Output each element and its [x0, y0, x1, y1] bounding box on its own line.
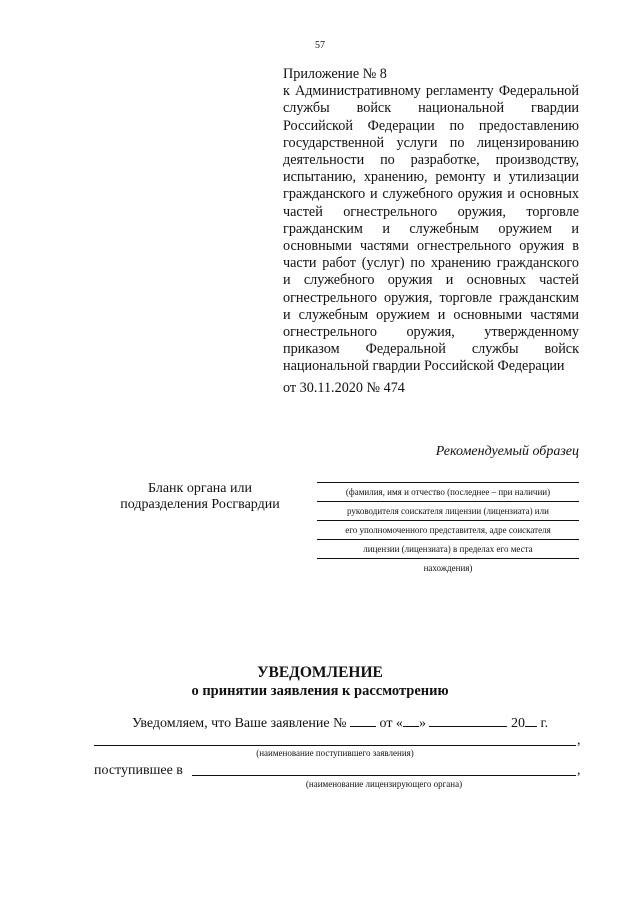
year-suffix: г. — [540, 716, 549, 731]
blank-label: Бланк органа или подразделения Росгвардии — [120, 481, 280, 512]
from-label: от « — [379, 716, 403, 731]
page-number: 57 — [315, 40, 325, 51]
application-line — [132, 714, 548, 732]
notice-title: УВЕДОМЛЕНИЕ — [257, 664, 383, 681]
notice-heading — [0, 664, 640, 700]
sample-label: Рекомендуемый образец — [435, 444, 579, 459]
authority-name-caption: (наименование лицензирующего органа) — [305, 779, 463, 789]
month-field[interactable] — [429, 714, 507, 727]
application-name-caption: (наименование поступившего заявления) — [256, 748, 414, 758]
addressee-caption: руководителя соискателя лицензии (лицензиата) или — [347, 506, 549, 516]
notice-subtitle: о принятии заявления к рассмотрению — [191, 683, 449, 699]
addressee-caption: лицензии (лицензиата) в пределах его места — [363, 544, 533, 554]
application-number-field[interactable] — [350, 714, 376, 727]
year-prefix: 20 — [510, 716, 525, 731]
addressee-caption: нахождения) — [423, 563, 473, 573]
appendix-body: к Административному регламенту Федеральной службы войск национальной гвардии Российской Федерации по предоставлению государственной услуги по лицензированию деятельности по разработке, производству, испытанию, хранению, ремонту и утилизации гражданского и служебного оружия и основных частей огнестрельного оружия, торговле гражданским и служебным оружием и основными частями огнестрельного оружия в части работ (услуг) по хранению гражданского и служебного оружия и основных частей огнестрельного оружия, торговле гражданским и служебным оружием и основными частями огнестрельного оружия, утвержденному приказом Федеральной службы войск национальной гвардии Российской Федерации — [283, 83, 579, 375]
quote-close: » — [418, 716, 426, 731]
comma: , — [577, 763, 581, 778]
addressee-block — [317, 482, 579, 577]
application-name-field[interactable] — [94, 745, 576, 746]
year-field[interactable] — [525, 714, 537, 727]
comma: , — [577, 733, 581, 748]
authority-name-field[interactable] — [192, 775, 576, 776]
appendix-block — [283, 66, 579, 397]
order-reference: от 30.11.2020 № 474 — [283, 379, 405, 396]
notice-intro-text: Уведомляем, что Ваше заявление № — [132, 716, 347, 731]
day-field[interactable] — [403, 714, 419, 727]
addressee-caption: (фамилия, имя и отчество (последнее – при наличии) — [345, 487, 551, 497]
received-label: поступившее в — [94, 763, 183, 778]
appendix-title: Приложение № 8 — [283, 66, 387, 82]
addressee-caption: его уполномоченного представителя, адре соискателя — [345, 525, 551, 535]
